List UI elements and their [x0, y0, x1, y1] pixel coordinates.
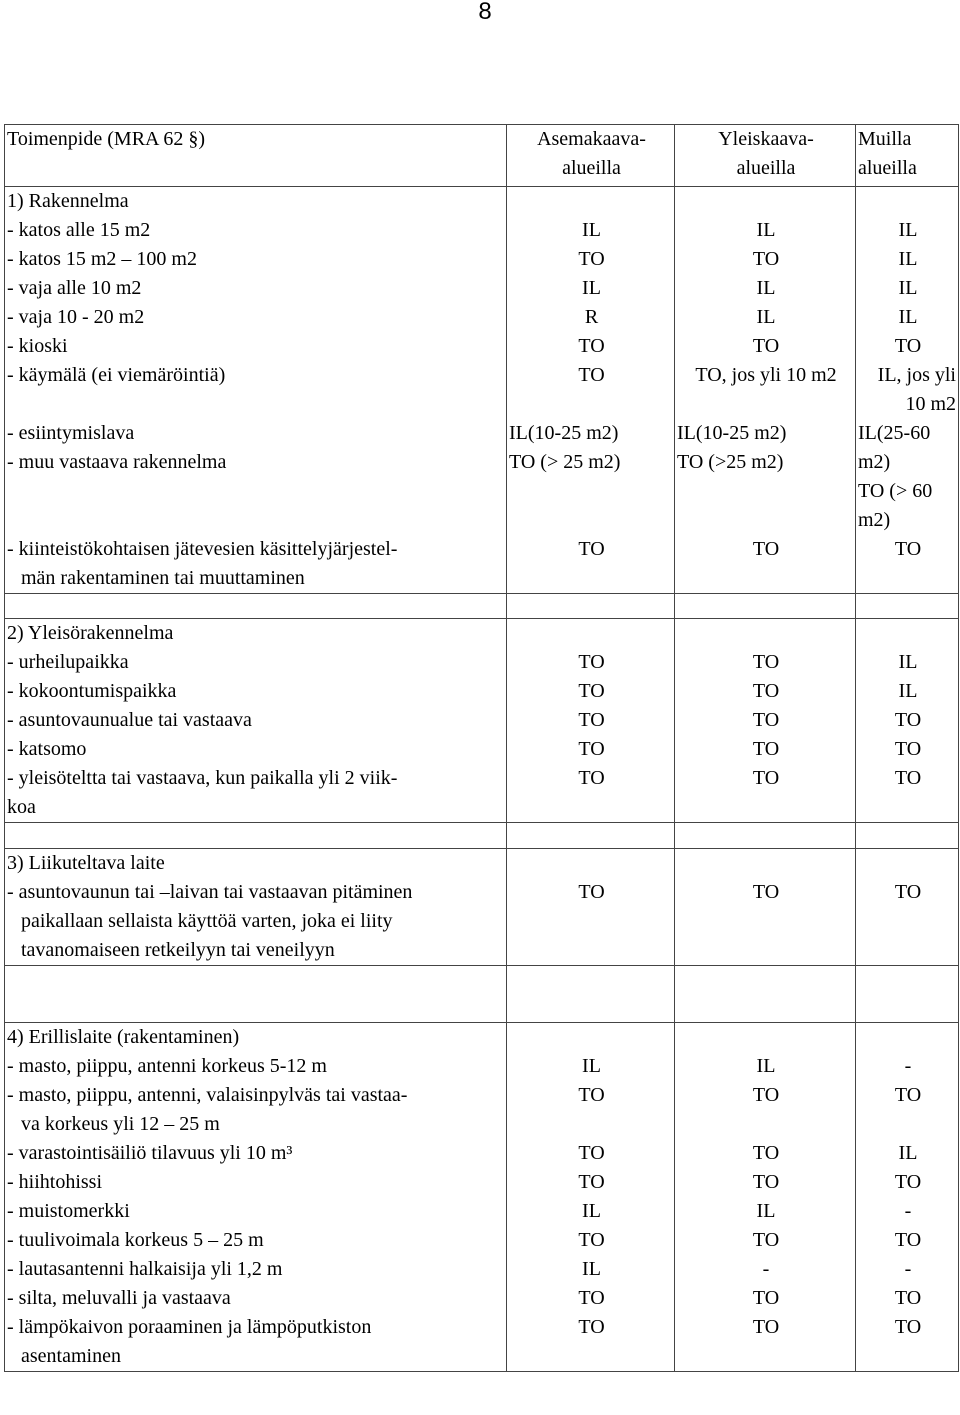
row-label: - kioski [7, 335, 68, 357]
cell-value: TO [894, 1171, 922, 1193]
cell-value: TO [752, 1171, 780, 1193]
section-title: 3) Liikuteltava laite [7, 852, 165, 874]
cell-value: TO [894, 881, 922, 903]
cell-value: TO [752, 709, 780, 731]
cell-value: TO [752, 1316, 780, 1338]
section-1-labels [5, 187, 507, 594]
cell-value: IL(10-25 m2) TO (>25 m2) [677, 422, 787, 473]
cell-value: IL [898, 651, 918, 673]
header-action: Toimenpide (MRA 62 §) [5, 125, 507, 187]
cell-value: TO [894, 1229, 922, 1251]
row-label: tavanomaiseen retkeilyyn tai veneilyyn [21, 939, 335, 961]
section-title: 1) Rakennelma [7, 190, 129, 212]
row-label: - urheilupaikka [7, 651, 129, 673]
cell-value: TO, jos yli 10 m2 [695, 364, 837, 386]
row-label: paikallaan sellaista käyttöä varten, joka ei liity [21, 910, 393, 932]
cell-value: - [762, 1258, 770, 1280]
cell-value: IL [898, 219, 918, 241]
cell-value: TO [578, 335, 605, 357]
row-label: män rakentaminen tai muuttaminen [21, 567, 305, 589]
section-title: 4) Erillislaite (rakentaminen) [7, 1026, 240, 1048]
spacer-row [5, 594, 959, 619]
section-1-muilla [856, 187, 959, 594]
row-label: - muistomerkki [7, 1200, 130, 1222]
row-label: - lautasantenni halkaisija yli 1,2 m [7, 1258, 283, 1280]
cell-value: IL [898, 248, 918, 270]
cell-value: - [904, 1055, 912, 1077]
section-3-block [5, 849, 959, 966]
cell-value: TO [894, 767, 922, 789]
cell-value: IL [582, 219, 601, 241]
row-label: - lämpökaivon poraaminen ja lämpöputkiston [7, 1316, 372, 1338]
cell-value: TO [578, 538, 605, 560]
cell-value: TO [578, 881, 605, 903]
cell-value: IL [756, 219, 776, 241]
section-4-muilla [856, 1023, 959, 1372]
section-1-yleiskaava [675, 187, 856, 594]
cell-value: IL [898, 277, 918, 299]
section-3-asemakaava [507, 849, 675, 966]
cell-value: TO [578, 680, 605, 702]
cell-value: TO [894, 1287, 922, 1309]
section-2-yleiskaava [675, 619, 856, 823]
header-asemakaava: Asemakaava- alueilla [507, 125, 675, 187]
cell-value: TO [578, 1084, 605, 1106]
cell-value: TO [752, 1142, 780, 1164]
header-yleiskaava: Yleiskaava- alueilla [675, 125, 856, 187]
row-label: - katos 15 m2 – 100 m2 [7, 248, 197, 270]
cell-value: R [584, 306, 599, 328]
cell-value: TO [578, 248, 605, 270]
permit-table [4, 124, 959, 1372]
row-label: - hiihtohissi [7, 1171, 103, 1193]
cell-value: TO [752, 335, 780, 357]
cell-value: TO [894, 1084, 922, 1106]
row-label: - vaja 10 - 20 m2 [7, 306, 145, 328]
cell-value: TO [752, 680, 780, 702]
cell-value: TO [752, 248, 780, 270]
row-label: va korkeus yli 12 – 25 m [21, 1113, 220, 1135]
cell-value: IL [898, 306, 918, 328]
section-1-asemakaava [507, 187, 675, 594]
cell-value: TO [578, 1142, 605, 1164]
row-label: - muu vastaava rakennelma [7, 451, 227, 473]
cell-value: TO [578, 767, 605, 789]
row-label: asentaminen [21, 1345, 121, 1367]
section-4-block [5, 1023, 959, 1372]
section-2-asemakaava [507, 619, 675, 823]
cell-value: IL [582, 277, 601, 299]
cell-value: IL [756, 277, 776, 299]
cell-value: IL [756, 306, 776, 328]
cell-value: TO [752, 767, 780, 789]
section-4-asemakaava [507, 1023, 675, 1372]
row-label: - masto, piippu, antenni, valaisinpylväs tai vastaa- [7, 1084, 408, 1106]
cell-value: IL(25-60 m2) TO (> 60 m2) [858, 422, 933, 531]
cell-value: IL [898, 680, 918, 702]
cell-value: TO [578, 738, 605, 760]
row-label: - asuntovaunualue tai vastaava [7, 709, 252, 731]
section-3-muilla [856, 849, 959, 966]
spacer-row [5, 823, 959, 849]
cell-value: IL [756, 1055, 776, 1077]
section-4-yleiskaava [675, 1023, 856, 1372]
cell-value: TO [752, 1229, 780, 1251]
cell-value: - [904, 1200, 912, 1222]
row-label: - katsomo [7, 738, 87, 760]
row-label: - katos alle 15 m2 [7, 219, 151, 241]
row-label: - varastointisäiliö tilavuus yli 10 m³ [7, 1142, 293, 1164]
section-2-labels [5, 619, 507, 823]
section-3-labels [5, 849, 507, 966]
section-2-block [5, 619, 959, 823]
cell-value: IL, jos yli 10 m2 [877, 364, 956, 415]
row-label: - esiintymislava [7, 422, 135, 444]
cell-value: TO [752, 538, 780, 560]
cell-value: TO [752, 881, 780, 903]
cell-value: IL [582, 1200, 601, 1222]
cell-value: TO [578, 709, 605, 731]
row-label: - käymälä (ei viemäröintiä) [7, 364, 226, 386]
cell-value: TO [894, 1316, 922, 1338]
row-label: - kiinteistökohtaisen jätevesien käsittelyjärjestel- [7, 538, 398, 560]
row-label: - asuntovaunun tai –laivan tai vastaavan pitäminen [7, 881, 413, 903]
row-label: - silta, meluvalli ja vastaava [7, 1287, 231, 1309]
header-row [5, 125, 959, 187]
row-label: - yleisöteltta tai vastaava, kun paikalla yli 2 viik- [7, 767, 398, 789]
cell-value: IL [756, 1200, 776, 1222]
cell-value: TO [578, 651, 605, 673]
page-number: 8 [478, 0, 492, 25]
cell-value: TO [578, 1316, 605, 1338]
cell-value: TO [752, 738, 780, 760]
cell-value: TO [894, 738, 922, 760]
cell-value: IL [582, 1055, 601, 1077]
row-label: - vaja alle 10 m2 [7, 277, 142, 299]
cell-value: TO [752, 1084, 780, 1106]
section-2-muilla [856, 619, 959, 823]
section-title: 2) Yleisörakennelma [7, 622, 174, 644]
row-label: koa [7, 796, 36, 818]
cell-value: TO [578, 364, 605, 386]
cell-value: TO [752, 651, 780, 673]
cell-value: TO [752, 1287, 780, 1309]
cell-value: TO [578, 1229, 605, 1251]
cell-value: TO [894, 709, 922, 731]
cell-value: IL [582, 1258, 601, 1280]
cell-value: TO [578, 1171, 605, 1193]
row-label: - tuulivoimala korkeus 5 – 25 m [7, 1229, 264, 1251]
cell-value: IL(10-25 m2) TO (> 25 m2) [509, 422, 621, 473]
cell-value: TO [578, 1287, 605, 1309]
header-muilla: Muilla alueilla [856, 125, 959, 187]
spacer-row [5, 966, 959, 1023]
cell-value: TO [894, 538, 922, 560]
section-4-labels [5, 1023, 507, 1372]
cell-value: TO [894, 335, 922, 357]
row-label: - masto, piippu, antenni korkeus 5-12 m [7, 1055, 327, 1077]
row-label: - kokoontumispaikka [7, 680, 177, 702]
section-3-yleiskaava [675, 849, 856, 966]
cell-value: IL [898, 1142, 918, 1164]
section-1-block [5, 187, 959, 594]
cell-value: - [904, 1258, 912, 1280]
